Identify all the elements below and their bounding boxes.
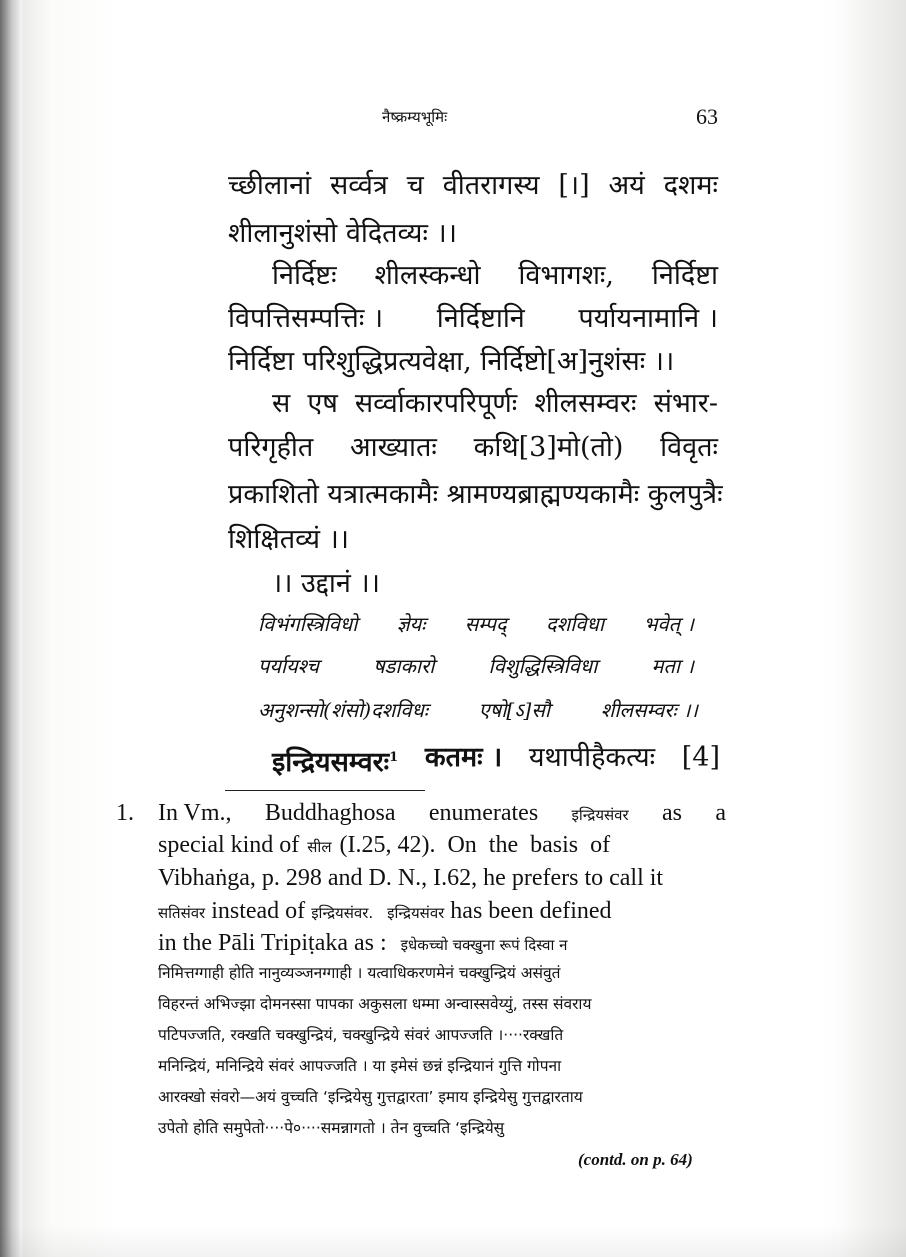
footnote-line-2	[158, 829, 726, 864]
verse-word: अनुशन्सो(शंसो)दशविधः	[258, 698, 428, 722]
body-line-3	[272, 258, 718, 294]
word: दशमः	[663, 170, 718, 201]
footnote-line-11: उपेतो होति समुपेतो····पे०····समन्नागतो । तेन वुच्चति ‘इन्द्रियेसु	[158, 1119, 505, 1137]
body-line-9: शिक्षितव्यं ।।	[228, 524, 350, 555]
bottom-edge-shadow	[0, 1225, 906, 1257]
word: [।]	[558, 170, 590, 201]
fn-devanagari: इन्द्रियसंवर.	[311, 904, 374, 922]
word: स	[272, 388, 291, 419]
bold-term	[272, 740, 398, 781]
verse-word: सम्पद्	[464, 612, 507, 636]
fn-text: a	[715, 800, 726, 826]
word: निर्दिष्टा	[651, 260, 718, 291]
body-line-1	[228, 168, 718, 204]
fn-text: has been defined	[444, 898, 612, 924]
footnote-line-7: विहरन्तं अभिज्झा दोमनस्सा पापका अकुसला धम्मा अन्वास्सवेय्युं, तस्स संवराय	[158, 995, 592, 1013]
book-spine-shadow	[0, 0, 22, 1257]
body-line-2: शीलानुशंसो वेदितव्यः ।।	[228, 218, 457, 249]
word: संभार-	[653, 388, 718, 419]
word: च	[406, 170, 424, 201]
fn-devanagari: सील	[307, 838, 332, 856]
verse-line-2	[258, 651, 694, 681]
footnote-rule	[225, 790, 425, 791]
footnote-line-9: मनिन्द्रियं, मनिन्द्रिये संवरं आपज्जति । या इमेसं छन्नं इन्द्रियानं गुत्ति गोपना	[158, 1057, 562, 1075]
word: परिगृहीत	[228, 432, 314, 463]
footnote-line-6: निमित्तग्गाही होति नानुव्यञ्जनग्गाही । यत्वाधिकरणमेनं चक्खुन्द्रियं असंवुतं	[158, 964, 561, 982]
body-line-7	[228, 430, 718, 466]
word: कथि[3]मो(तो)	[473, 432, 624, 463]
body-line-6	[272, 386, 718, 422]
word: सर्व्वत्र	[330, 170, 388, 201]
word: निर्दिष्टः	[272, 260, 337, 291]
word: विपत्तिसम्पत्तिः ।	[228, 303, 384, 334]
term-text: इन्द्रियसम्वरः	[272, 747, 390, 778]
fn-text: instead of	[205, 898, 312, 924]
fn-text: as	[661, 800, 682, 826]
word: अयं	[608, 170, 645, 201]
fn-text: enumerates	[428, 800, 539, 826]
bracket-number: [4]	[681, 742, 720, 773]
body-line-4	[228, 301, 718, 337]
word: कतमः ।	[424, 742, 503, 773]
continued-note: (contd. on p. 64)	[578, 1150, 693, 1169]
fn-devanagari: इधेकच्चो चक्खुना रूपं दिस्वा न	[400, 936, 568, 954]
verse-word: विशुद्धिस्त्रिविधा	[488, 654, 598, 678]
footnote-line-3: Vibhaṅga, p. 298 and D. N., I.62, he prefers to call it	[158, 865, 664, 891]
verse-word: षडाकारो	[373, 654, 435, 678]
word: विवृतः	[660, 432, 718, 463]
fn-text: in the Pāli Tripiṭaka as :	[158, 930, 387, 956]
footnote-ref: 1	[389, 750, 399, 765]
body-line-last	[272, 740, 720, 781]
verse-word: शीलसम्वरः ।।	[600, 698, 698, 722]
verse-word: एषो[ऽ]सौ	[478, 698, 551, 722]
fn-devanagari: सतिसंवर	[158, 904, 206, 922]
word: च्छीलानां	[228, 170, 312, 201]
verse-word: विभंगस्त्रिविधो	[258, 612, 358, 636]
word: एष	[307, 388, 338, 419]
fn-devanagari: इन्द्रियसंवर	[571, 806, 629, 824]
word: आख्यातः	[350, 432, 437, 463]
word: निर्दिष्टानि	[436, 303, 525, 334]
word: शीलस्कन्धो	[374, 260, 481, 291]
word: वीतरागस्य	[442, 170, 540, 201]
verse-word: पर्यायश्च	[258, 654, 319, 678]
verse-line-1	[258, 609, 694, 639]
word: यथापीहैकत्यः	[528, 742, 656, 773]
footnote-line-1	[158, 797, 726, 832]
fn-text: In Vm.,	[158, 800, 232, 826]
fn-text: special kind of	[158, 832, 300, 858]
verse-word: मता ।	[651, 654, 694, 678]
footnote-line-5	[158, 927, 567, 962]
footnote-line-8: पटिपज्जति, रक्खति चक्खुन्द्रियं, चक्खुन्द्रिये संवरं आपज्जति ।····रक्खति	[158, 1026, 564, 1044]
fn-text: Buddhaghosa	[264, 800, 396, 826]
uddana-heading: ।। उद्दानं ।।	[272, 568, 380, 599]
verse-word: दशविधा	[546, 612, 605, 636]
footnote-line-10: आरक्खो संवरो—अयं वुच्चति ‘इन्द्रियेसु गुत्तद्वारता’ इमाय इन्द्रियेसु गुत्तद्वारताय	[158, 1088, 583, 1106]
running-head: नैष्क्रम्यभूमिः	[382, 108, 448, 126]
fn-devanagari: इन्द्रियसंवर	[387, 904, 445, 922]
gutter-shadow	[22, 0, 52, 1257]
word: शीलसम्वरः	[534, 388, 637, 419]
page-number: 63	[696, 104, 718, 129]
word: विभागशः,	[518, 260, 614, 291]
verse-word: ज्ञेयः	[396, 612, 426, 636]
verse-word: भवेत् ।	[643, 612, 694, 636]
body-line-8: प्रकाशितो यत्रात्मकामैः श्रामण्यब्राह्मण्यकामैः कुलपुत्रैः	[228, 479, 723, 510]
fn-text: (I.25, 42). On the basis of	[339, 832, 611, 858]
verse-line-3	[258, 695, 698, 725]
footnote-line-4	[158, 895, 612, 930]
page-edge-shadow	[840, 0, 906, 1257]
footnote-number: 1.	[116, 800, 134, 826]
body-line-5: निर्दिष्टा परिशुद्धिप्रत्यवेक्षा, निर्दिष्टो[अ]नुशंसः ।।	[228, 346, 675, 377]
word: सर्व्वाकारपरिपूर्णः	[354, 388, 518, 419]
word: पर्यायनामानि ।	[578, 303, 718, 334]
